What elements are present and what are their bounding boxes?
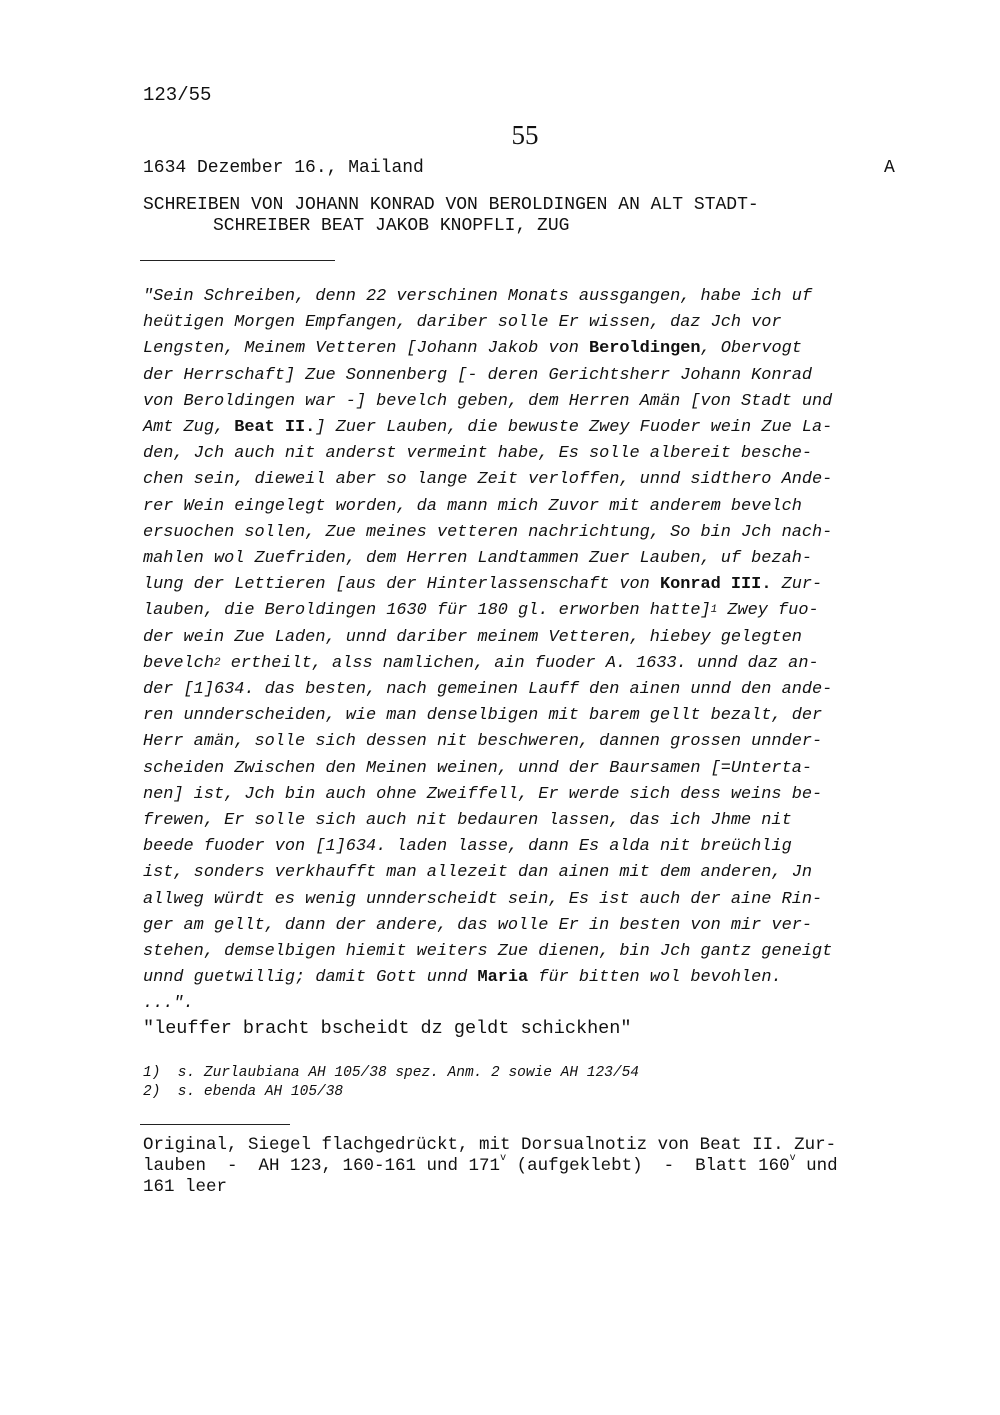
text-line: Amt Zug, Beat II.] Zuer Lauben, die bewuste Zwey Fuoder wein Zue La- bbox=[143, 418, 833, 438]
source-note bbox=[143, 1135, 838, 1198]
footnote-marker: 2 bbox=[213, 656, 221, 669]
text-line: ger am gellt, dann der andere, das wolle Er in besten von mir ver- bbox=[143, 915, 812, 935]
footnote: 2) s. ebenda AH 105/38 bbox=[143, 1084, 344, 1100]
text-line: chen sein, dieweil aber so lange Zeit verloffen, unnd sidthero Ande- bbox=[143, 470, 833, 490]
footnote-divider bbox=[140, 1124, 290, 1125]
version-letter: A bbox=[884, 158, 895, 178]
text-line: frewen, Er solle sich auch nit bedauren lassen, das ich Jhme nit bbox=[143, 811, 792, 831]
dorsal-note-quote: "leuffer bracht bscheidt dz geldt schickhen" bbox=[143, 1018, 632, 1039]
footnote: 1) s. Zurlaubiana AH 105/38 spez. Anm. 2 sowie AH 123/54 bbox=[143, 1065, 639, 1081]
archive-reference: 123/55 bbox=[143, 84, 212, 106]
text-line: den, Jch auch nit anderst vermeint habe, Es solle albereit besche- bbox=[143, 444, 812, 464]
text-line: mahlen wol Zuefriden, dem Herren Landtammen Zuer Lauben, uf bezah- bbox=[143, 549, 812, 569]
text-line: der wein Zue Laden, unnd dariber meinem Vetteren, hiebey gelegten bbox=[143, 627, 802, 647]
source-line: lauben - AH 123, 160-161 und 171$^v$ (aufgeklebt) - Blatt 160$^v$ und bbox=[143, 1153, 838, 1176]
text-line: allweg würdt es wenig unnderscheidt sein, Es ist auch der aine Rin- bbox=[143, 889, 823, 909]
text-line: Herr amän, solle sich dessen nit beschweren, dannen grossen unnder- bbox=[143, 732, 823, 752]
text-line: lauben, die Beroldingen 1630 für 180 gl. erworben hatte]$^1$ Zwey fuo- bbox=[143, 601, 819, 621]
text-line: von Beroldingen war -] bevelch geben, dem Herren Amän [von Stadt und bbox=[143, 391, 833, 411]
document-title-line-2: SCHREIBER BEAT JAKOB KNOPFLI, ZUG bbox=[213, 216, 570, 236]
source-line: 161 leer bbox=[143, 1177, 228, 1197]
text-line: der [1]634. das besten, nach gemeinen Lauff den ainen unnd den ande- bbox=[143, 680, 833, 700]
person-name: Konrad III. bbox=[659, 575, 772, 595]
text-line: scheiden Zwischen den Meinen weinen, unnd der Baursamen [=Unterta- bbox=[143, 758, 812, 778]
document-title-line-1: SCHREIBEN VON JOHANN KONRAD VON BEROLDINGEN AN ALT STADT- bbox=[143, 195, 759, 215]
footnote-marker: 1 bbox=[710, 604, 718, 617]
text-line: rer Wein eingelegt worden, da mann mich Zuvor mit anderem bevelch bbox=[143, 496, 802, 516]
title-divider bbox=[140, 260, 335, 261]
person-name: Maria bbox=[477, 968, 529, 988]
letter-transcription bbox=[143, 284, 903, 1018]
text-line: ersuochen sollen, Zue meines vetteren nachrichtung, So bin Jch nach- bbox=[143, 522, 833, 542]
text-line: bevelch$^2$ ertheilt, alss namlichen, ain fuoder A. 1633. unnd daz an- bbox=[143, 653, 819, 673]
text-line: beede fuoder von [1]634. laden lasse, dann Es alda nit breüchlig bbox=[143, 837, 792, 857]
source-line: Original, Siegel flachgedrückt, mit Dorsualnotiz von Beat II. Zur- bbox=[143, 1135, 837, 1155]
verso-marker: v bbox=[500, 1153, 507, 1165]
text-line: ist, sonders verkhaufft man allezeit dan ainen mit dem anderen, Jn bbox=[143, 863, 812, 883]
text-line: Lengsten, Meinem Vetteren [Johann Jakob von Beroldingen, Obervogt bbox=[143, 339, 802, 359]
text-line: "Sein Schreiben, denn 22 verschinen Monats aussgangen, habe ich uf bbox=[143, 287, 812, 306]
text-line: ...". bbox=[143, 994, 194, 1014]
person-name: Beroldingen bbox=[589, 339, 701, 359]
footnotes bbox=[143, 1064, 639, 1102]
verso-marker: v bbox=[789, 1153, 796, 1165]
text-line: ren unnderscheiden, wie man denselbigen mit barem gellt bezalt, der bbox=[143, 706, 823, 726]
date-place: 1634 Dezember 16., Mailand bbox=[143, 158, 424, 178]
text-line: unnd guetwillig; damit Gott unnd Maria für bitten wol bevohlen. bbox=[143, 968, 782, 988]
text-line: der Herrschaft] Zue Sonnenberg [- deren Gerichtsherr Johann Konrad bbox=[143, 365, 812, 385]
text-line: stehen, demselbigen hiemit weiters Zue dienen, bin Jch gantz geneigt bbox=[143, 942, 833, 962]
person-name: Beat II. bbox=[234, 418, 316, 438]
text-line: lung der Lettieren [aus der Hinterlassenschaft von Konrad III. Zur- bbox=[143, 575, 823, 595]
document-number: 55 bbox=[511, 120, 539, 150]
text-line: nen] ist, Jch bin auch ohne Zweiffell, Er werde sich dess weins be- bbox=[143, 784, 823, 804]
text-line: heütigen Morgen Empfangen, dariber solle Er wissen, daz Jch vor bbox=[143, 313, 782, 333]
